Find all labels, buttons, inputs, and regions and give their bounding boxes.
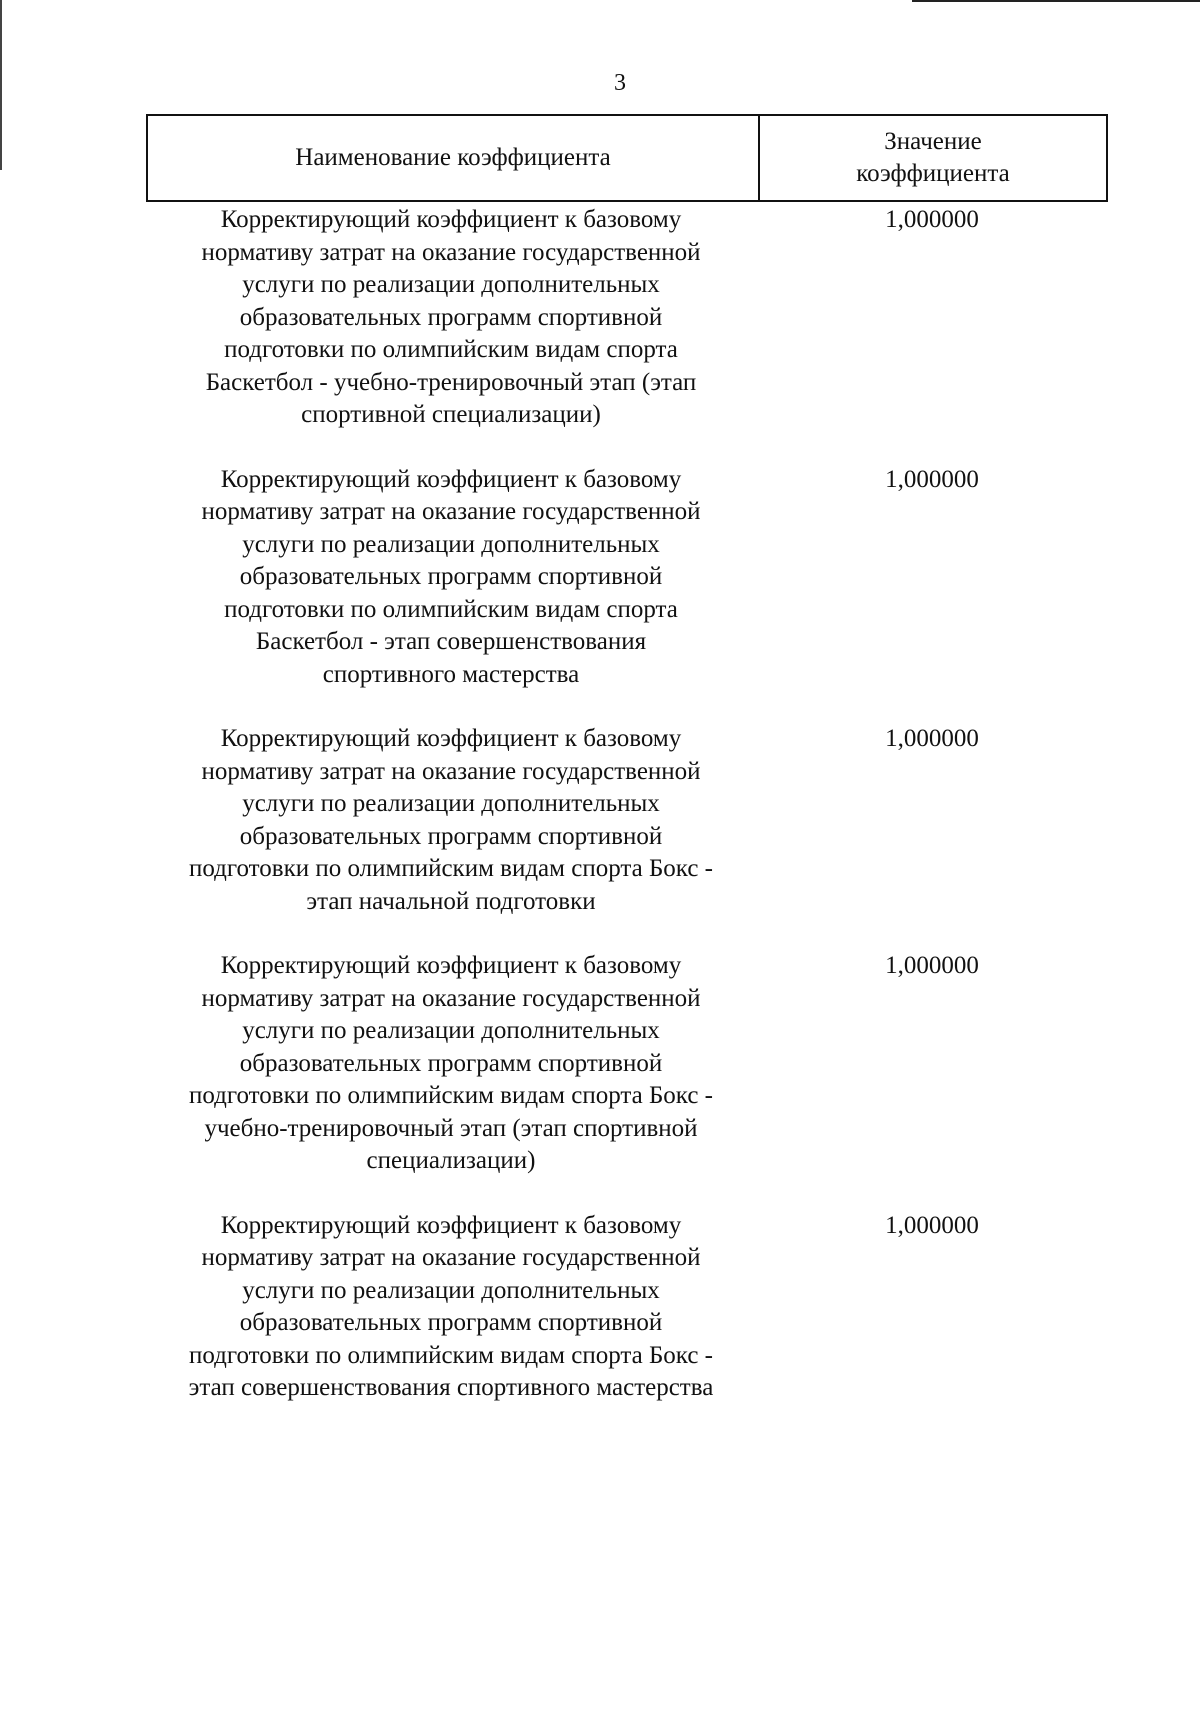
scan-artifact-edge bbox=[0, 0, 2, 170]
coefficient-name: Корректирующий коэффициент к базовому нормативу затрат на оказание государственной услуги по реализации дополнительных образовательных программ спортивной подготовки по олимпийским видам спорта Бокс - этап совершенствования спортивного мастерства bbox=[188, 1211, 714, 1401]
coefficient-value: 1,000000 bbox=[885, 206, 979, 233]
coefficient-value: 1,000000 bbox=[885, 725, 979, 752]
column-header-name: Наименование коэффициента bbox=[148, 116, 760, 200]
coefficient-value: 1,000000 bbox=[885, 1211, 979, 1239]
coefficient-name: Корректирующий коэффициент к базовому нормативу затрат на оказание государственной услуги по реализации дополнительных образовательных программ спортивной подготовки по олимпийским видам спорта Бокс - учебно-тренировочный этап (этап спортивной специализации) bbox=[189, 952, 713, 1174]
table-row bbox=[146, 464, 1108, 692]
coefficient-name: Корректирующий коэффициент к базовому нормативу затрат на оказание государственной услуги по реализации дополнительных образовательных программ спортивной подготовки по олимпийским видам спорта Баскетбол - учебно-тренировочный этап (этап спортивной специализации) bbox=[201, 206, 701, 428]
table-row bbox=[146, 1210, 1108, 1405]
table-row bbox=[146, 204, 1108, 432]
page-number: 3 bbox=[614, 70, 626, 96]
table-body bbox=[146, 204, 1108, 1437]
scan-artifact-line bbox=[912, 0, 1200, 2]
coefficient-value: 1,000000 bbox=[885, 952, 979, 979]
column-header-value: Значение коэффициента bbox=[856, 128, 1010, 187]
coefficient-value: 1,000000 bbox=[885, 465, 979, 493]
table-row bbox=[146, 723, 1108, 918]
coefficient-name: Корректирующий коэффициент к базовому нормативу затрат на оказание государственной услуги по реализации дополнительных образовательных программ спортивной подготовки по олимпийским видам спорта Баскетбол - этап совершенствования спортивного мастерства bbox=[201, 465, 701, 688]
coefficient-name: Корректирующий коэффициент к базовому нормативу затрат на оказание государственной услуги по реализации дополнительных образовательных программ спортивной подготовки по олимпийским видам спорта Бокс - этап начальной подготовки bbox=[189, 725, 713, 915]
table-row bbox=[146, 950, 1108, 1178]
table-header bbox=[146, 114, 1108, 202]
